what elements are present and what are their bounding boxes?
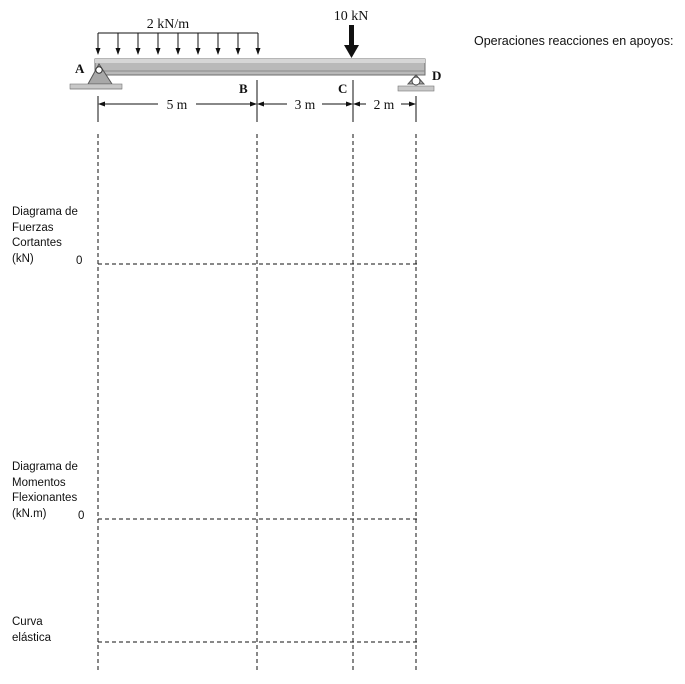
span-label-ab: 5 m [166, 97, 188, 112]
point-label-a: A [75, 61, 85, 76]
beam [95, 59, 425, 75]
moment-diagram-label: Diagrama de Momentos Flexionantes (kN.m) [12, 461, 78, 520]
dimension-line [98, 96, 416, 122]
point-load-arrow [344, 25, 359, 58]
point-load-label: 10 kN [333, 9, 369, 24]
vertical-guides [98, 134, 416, 670]
shear-zero-label: 0 [76, 255, 83, 267]
operations-title: Operaciones reacciones en apoyos: [474, 34, 674, 48]
moment-zero-label: 0 [78, 510, 85, 522]
shear-diagram-label: Diagrama de Fuerzas Cortantes (kN) [12, 206, 78, 265]
distributed-load [96, 33, 261, 55]
span-label-bc: 3 m [294, 97, 316, 112]
point-label-c: C [338, 81, 348, 96]
point-label-d: D [432, 68, 442, 83]
span-label-cd: 2 m [373, 97, 395, 112]
elastic-curve-label: Curva elástica [12, 616, 51, 644]
distributed-load-label: 2 kN/m [146, 17, 190, 32]
point-label-b: B [239, 81, 248, 96]
roller-support-d [398, 75, 434, 91]
